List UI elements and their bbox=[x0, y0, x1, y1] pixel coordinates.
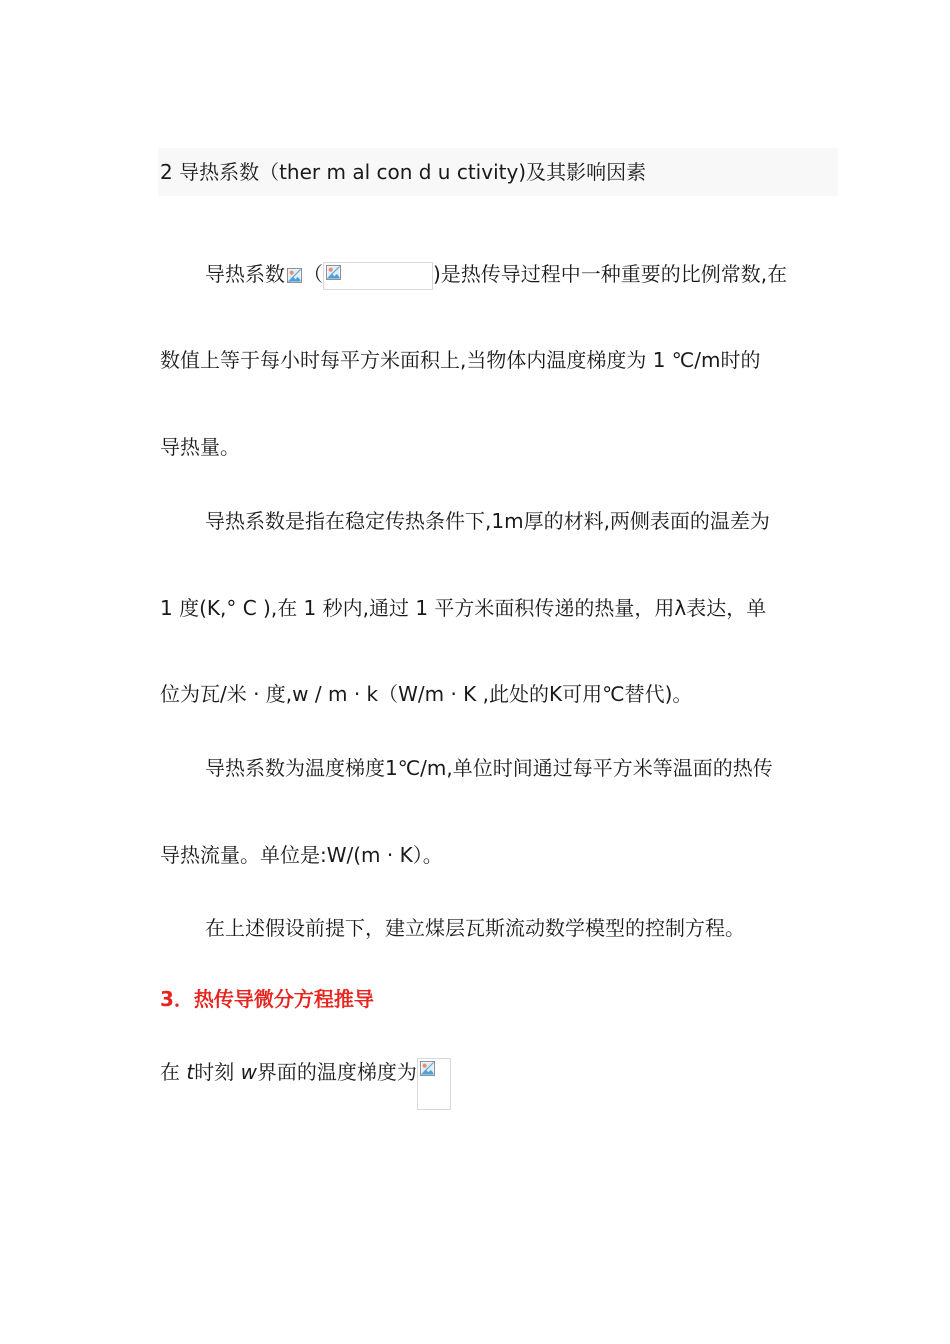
para5-mid: 时刻 bbox=[194, 1060, 241, 1084]
para1-paren-open: （ bbox=[303, 262, 323, 286]
para5-line1 bbox=[160, 1058, 451, 1110]
para5-prefix: 在 bbox=[160, 1060, 187, 1084]
para5-suffix: 界面的温度梯度为 bbox=[256, 1060, 417, 1084]
para2-line3: 位为瓦/米 · 度,w / m · k（W/m · K ,此处的K可用℃替代)。 bbox=[160, 682, 693, 706]
para2-line1: 导热系数是指在稳定传热条件下,1m厚的材料,两侧表面的温差为 bbox=[205, 509, 770, 533]
broken-image-icon bbox=[285, 266, 303, 286]
broken-image-icon bbox=[417, 1058, 451, 1110]
para1-line1 bbox=[205, 260, 787, 290]
para2-line2: 1 度(K,° C ),在 1 秒内,通过 1 平方米面积传递的热量，用λ表达，单 bbox=[160, 596, 767, 620]
para1-prefix: 导热系数 bbox=[205, 262, 285, 286]
para3-line2: 导热流量。单位是:W/(m · K）。 bbox=[160, 843, 443, 867]
para1-line3: 导热量。 bbox=[160, 435, 240, 459]
variable-t: t bbox=[186, 1060, 195, 1084]
heading-3: 3．热传导微分方程推导 bbox=[160, 987, 374, 1011]
para1-line2: 数值上等于每小时每平方米面积上,当物体内温度梯度为 1 ℃/m时的 bbox=[160, 348, 761, 372]
para1-suffix: )是热传导过程中一种重要的比例常数,在 bbox=[433, 262, 788, 286]
variable-w: w bbox=[240, 1060, 257, 1084]
para3-line1: 导热系数为温度梯度1℃/m,单位时间通过每平方米等温面的热传 bbox=[205, 756, 773, 780]
section-title: 2 导热系数（ther m al con d u ctivity)及其影响因素 bbox=[158, 148, 838, 196]
para4-line1: 在上述假设前提下，建立煤层瓦斯流动数学模型的控制方程。 bbox=[205, 916, 745, 940]
broken-image-icon bbox=[323, 262, 433, 290]
